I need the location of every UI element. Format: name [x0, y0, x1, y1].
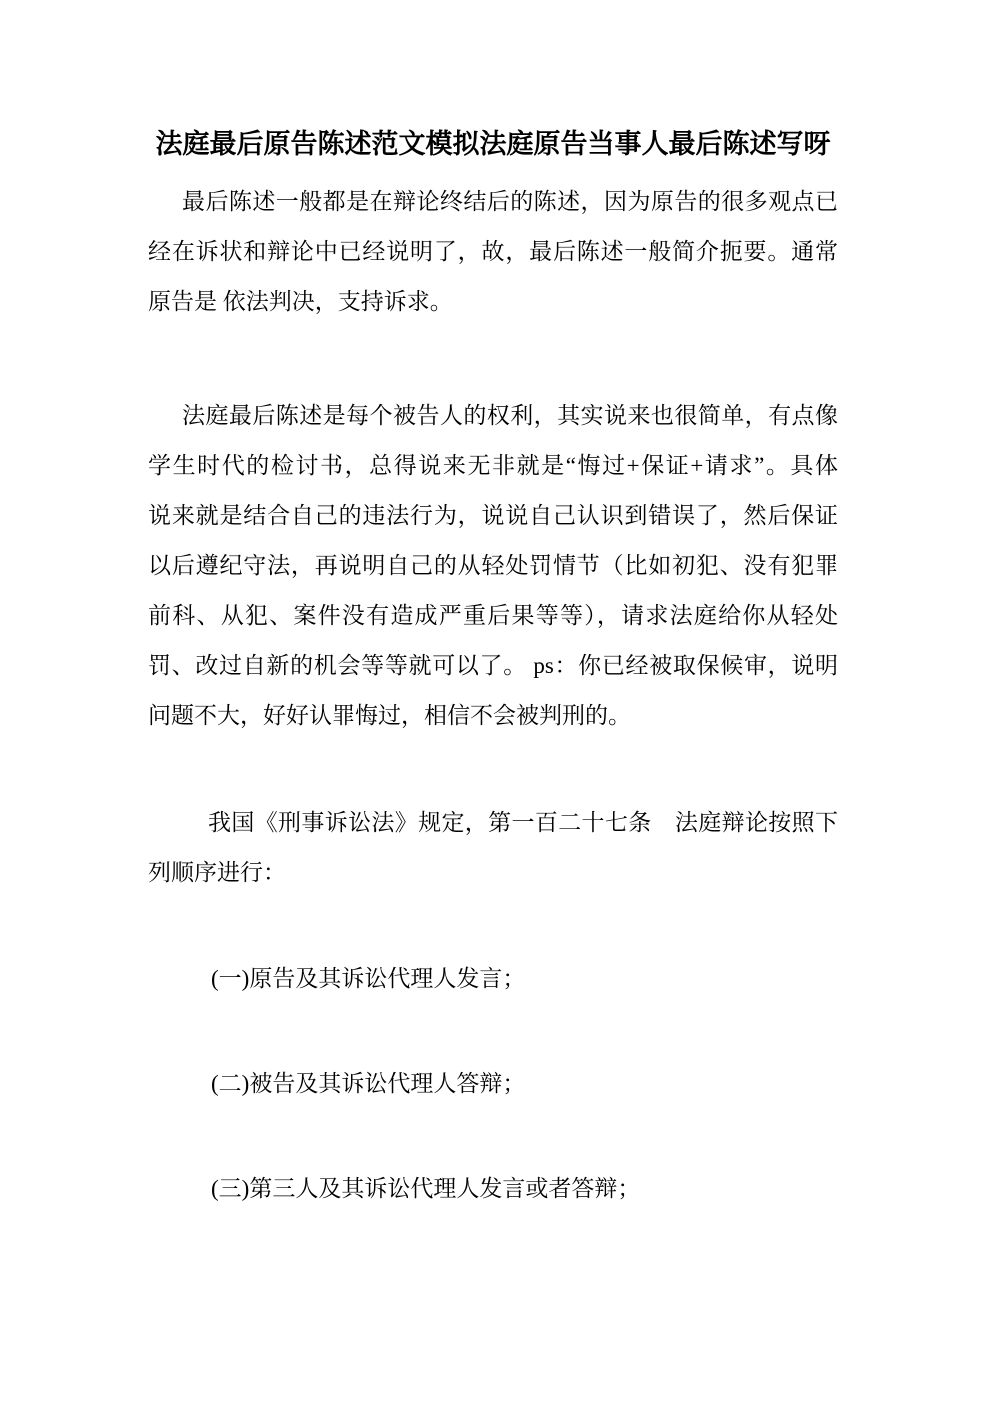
paragraph-line: 最后陈述一般都是在辩论终结后的陈述，因为原告的很多观点已: [182, 189, 838, 214]
paragraph-line: 法庭最后陈述是每个被告人的权利，其实说来也很简单，有点像: [182, 403, 838, 428]
paragraph-line: 问题不大，好好认罪悔过，相信不会被判刑的。: [148, 703, 631, 728]
list-item: (二)被告及其诉讼代理人答辩；: [211, 1071, 526, 1096]
paragraph-line: 我国《刑事诉讼法》规定，第一百二十七条 法庭辩论按照下: [208, 810, 838, 835]
debate-order-list: [148, 954, 838, 1214]
document-content: [148, 124, 838, 1214]
paragraph-line: 原告是 依法判决，支持诉求。: [148, 289, 453, 314]
document-title: 法庭最后原告陈述范文模拟法庭原告当事人最后陈述写呀: [155, 129, 831, 159]
paragraph-line: 经在诉状和辩论中已经说明了，故，最后陈述一般简介扼要。通常: [148, 239, 838, 264]
paragraph-line: 前科、从犯、案件没有造成严重后果等等），请求法庭给你从轻处: [148, 603, 838, 628]
paragraph-line: 学生时代的检讨书，总得说来无非就是“悔过+保证+请求”。具体: [148, 453, 838, 478]
paragraph-law-reference: [148, 798, 838, 898]
list-item: (一)原告及其诉讼代理人发言；: [211, 966, 526, 991]
list-item: (三)第三人及其诉讼代理人发言或者答辩；: [211, 1176, 641, 1201]
paragraph-line: 列顺序进行：: [148, 860, 286, 885]
paragraph-line: 说来就是结合自己的违法行为，说说自己认识到错误了，然后保证: [148, 503, 838, 528]
paragraph-intro: [148, 177, 838, 327]
paragraph-line: 以后遵纪守法，再说明自己的从轻处罚情节（比如初犯、没有犯罪: [148, 553, 838, 578]
paragraph-line: 罚、改过自新的机会等等就可以了。 ps：你已经被取保候审，说明: [148, 653, 838, 678]
paragraph-statement-advice: [148, 391, 838, 741]
